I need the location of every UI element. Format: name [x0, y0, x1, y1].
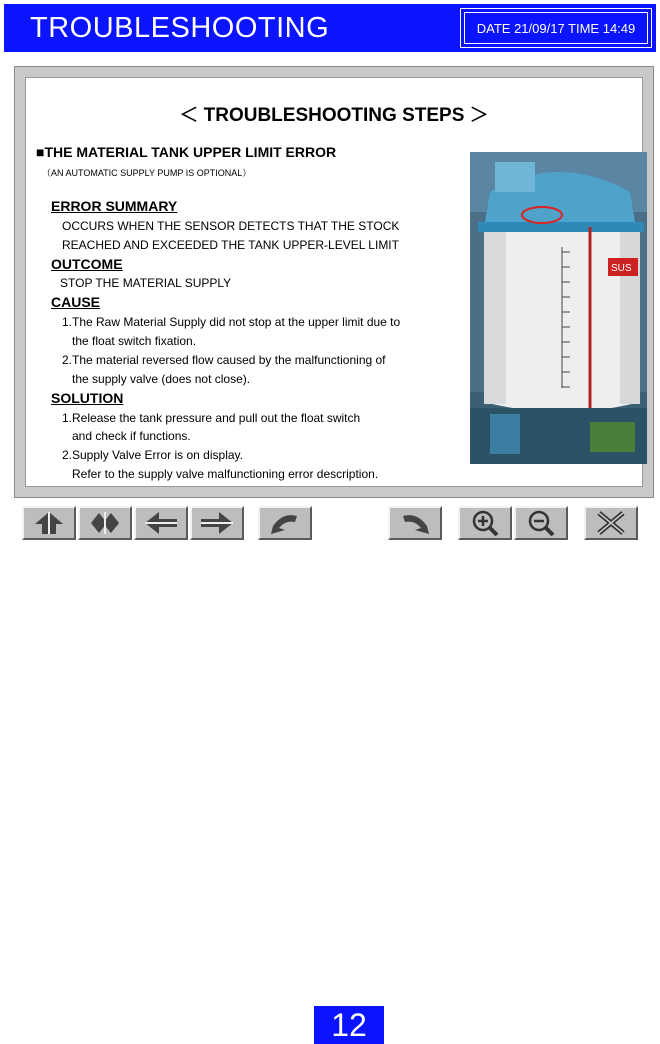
zoom-in-button[interactable] — [458, 506, 512, 540]
next-page-icon — [395, 510, 435, 536]
cause-heading: CAUSE — [51, 294, 101, 310]
page-number: 12 — [314, 1006, 384, 1044]
datetime-display — [460, 8, 652, 48]
tank-label: SUS — [611, 263, 632, 274]
close-button[interactable] — [584, 506, 638, 540]
zoom-out-icon — [521, 509, 561, 537]
solution-line: 2.Supply Valve Error is on display. — [62, 448, 243, 462]
zoom-out-button[interactable] — [514, 506, 568, 540]
previous-page-button[interactable] — [258, 506, 312, 540]
tank-photo — [470, 152, 647, 464]
scroll-up-button[interactable] — [22, 506, 76, 540]
cause-line: the supply valve (does not close). — [72, 372, 251, 386]
solution-line: and check if functions. — [72, 429, 191, 443]
scroll-up-down-button[interactable] — [78, 506, 132, 540]
summary-line: REACHED AND EXCEEDED THE TANK UPPER-LEVEL LIMIT — [62, 238, 399, 252]
solution-line: Refer to the supply valve malfunctioning error description. — [72, 467, 379, 481]
next-page-button[interactable] — [388, 506, 442, 540]
solution-line: 1.Release the tank pressure and pull out the float switch — [62, 411, 361, 425]
solution-heading: SOLUTION — [51, 390, 124, 406]
cause-line: 1.The Raw Material Supply did not stop at the upper limit due to — [62, 315, 401, 329]
scroll-right-icon — [197, 510, 237, 536]
scroll-up-icon — [29, 510, 69, 536]
content-frame — [14, 66, 654, 498]
error-title: ■THE MATERIAL TANK UPPER LIMIT ERROR — [36, 144, 337, 160]
scroll-left-button[interactable] — [134, 506, 188, 540]
outcome-heading: OUTCOME — [51, 256, 123, 272]
content-panel — [25, 77, 643, 487]
steps-title: ＜ TROUBLESHOOTING STEPS ＞ — [179, 105, 489, 126]
scroll-left-right-icon — [141, 510, 181, 536]
outcome-line: STOP THE MATERIAL SUPPLY — [60, 276, 232, 290]
cause-line: the float switch fixation. — [72, 334, 197, 348]
error-note: （AN AUTOMATIC SUPPLY PUMP IS OPTIONAL） — [42, 168, 252, 178]
title-bar — [4, 4, 656, 52]
summary-heading: ERROR SUMMARY — [51, 198, 178, 214]
summary-line: OCCURS WHEN THE SENSOR DETECTS THAT THE STOCK — [62, 219, 400, 233]
scroll-right-button[interactable] — [190, 506, 244, 540]
navigation-toolbar — [0, 500, 660, 1043]
close-icon — [591, 509, 631, 537]
screen-title: TROUBLESHOOTING — [30, 12, 330, 44]
previous-page-icon — [265, 510, 305, 536]
cause-line: 2.The material reversed flow caused by the malfunctioning of — [62, 353, 386, 367]
scroll-up-down-icon — [85, 510, 125, 536]
zoom-in-icon — [465, 509, 505, 537]
datetime-text: DATE 21/09/17 TIME 14:49 — [464, 12, 648, 44]
